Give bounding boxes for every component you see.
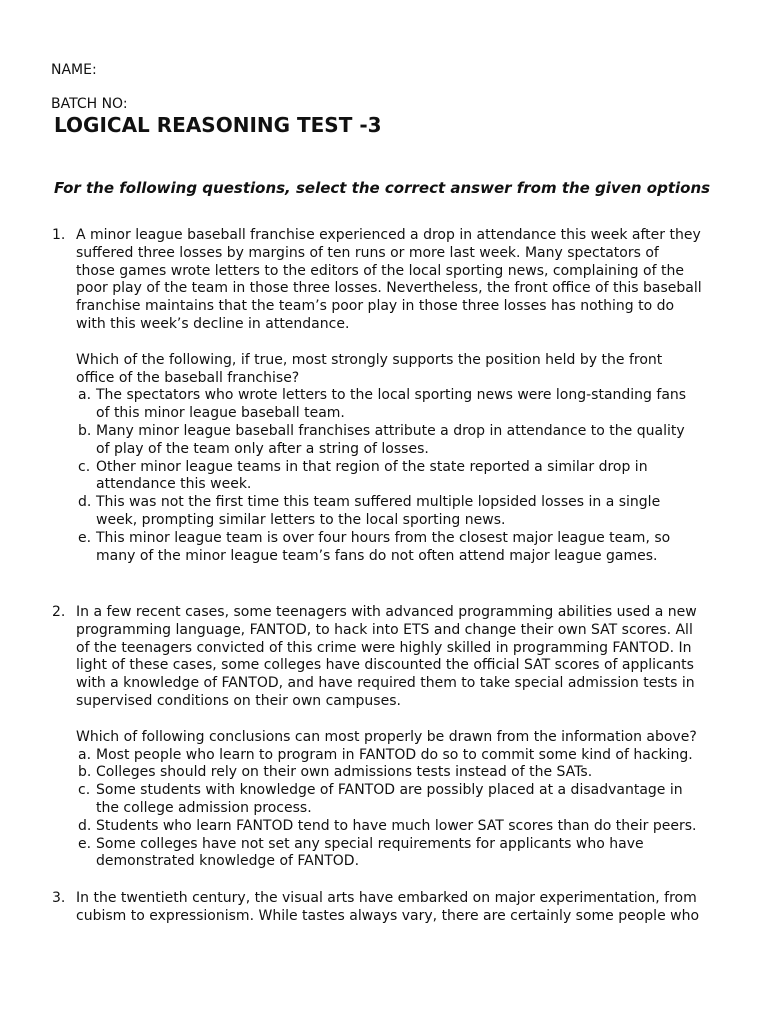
- option-letter: d.: [78, 494, 92, 511]
- question-1: [52, 227, 702, 565]
- option-letter: b.: [78, 764, 92, 781]
- question-passage: In a few recent cases, some teenagers with advanced programming abilities used a new programming language, FANTOD, to hack into ETS and change their own SAT scores. All of the teenagers convicted of this crime were highly skilled in programming FANTOD. In light of these cases, some colleges have discounted the official SAT scores of applicants with a knowledge of FANTOD, and have required them to take special admission tests in supervised conditions on their own campuses.: [76, 604, 697, 709]
- batch-number-label: BATCH NO:: [51, 96, 128, 112]
- option-text: This minor league team is over four hours from the closest major league team, so many of the minor league team’s fans do not often attend major league games.: [96, 529, 671, 564]
- answer-options: [76, 747, 702, 872]
- answer-option: [76, 818, 702, 836]
- question-passage: In the twentieth century, the visual arts have embarked on major experimentation, from cubism to expressionism. While tastes always vary, there are certainly some people who: [76, 890, 700, 924]
- option-letter: b.: [78, 422, 92, 439]
- question-body: [76, 227, 702, 565]
- option-text: Some students with knowledge of FANTOD are possibly placed at a disadvantage in the college admission process.: [96, 782, 683, 816]
- question-number: 1.: [52, 227, 66, 243]
- question-number: 2.: [52, 604, 66, 620]
- answer-options: [76, 387, 702, 565]
- question-prompt: Which of following conclusions can most properly be drawn from the information above?: [76, 728, 697, 745]
- question-passage: A minor league baseball franchise experienced a drop in attendance this week after they suffered three losses by margins of ten runs or more last week. Many spectators of those games wrote letters to the editors of the local sporting news, complaining of the poor play of the team in those three losses. Nevertheless, the front office of this baseball franchise maintains that the team’s poor play in those three losses has nothing to do with this week’s decline in attendance.: [76, 227, 702, 332]
- answer-option: [76, 836, 702, 872]
- option-letter: e.: [78, 835, 92, 852]
- instructions: For the following questions, select the correct answer from the given options: [54, 179, 711, 197]
- answer-option: [76, 387, 702, 423]
- option-text: Other minor league teams in that region of the state reported a similar drop in attendance this week.: [96, 458, 648, 493]
- option-text: Many minor league baseball franchises attribute a drop in attendance to the quality of play of the team only after a string of losses.: [96, 422, 685, 457]
- question-body: [76, 604, 702, 871]
- answer-option: [76, 764, 702, 782]
- question-prompt: Which of the following, if true, most strongly supports the position held by the front office of the baseball franchise?: [76, 351, 663, 386]
- answer-option: [76, 530, 702, 566]
- question-body: [76, 890, 702, 926]
- question-number: 3.: [52, 890, 66, 906]
- option-text: The spectators who wrote letters to the local sporting news were long-standing fans of this minor league baseball team.: [96, 387, 687, 422]
- option-text: Most people who learn to program in FANTOD do so to commit some kind of hacking.: [96, 746, 693, 763]
- question-2: [52, 604, 702, 871]
- answer-option: [76, 782, 702, 818]
- answer-option: [76, 459, 702, 495]
- answer-option: [76, 494, 702, 530]
- option-letter: a.: [78, 387, 92, 404]
- option-text: Colleges should rely on their own admissions tests instead of the SATs.: [96, 764, 593, 781]
- option-letter: c.: [78, 458, 91, 475]
- question-3: [52, 890, 702, 926]
- option-letter: a.: [78, 746, 92, 763]
- option-letter: e.: [78, 529, 92, 546]
- test-title: LOGICAL REASONING TEST -3: [54, 113, 382, 137]
- option-text: Students who learn FANTOD tend to have much lower SAT scores than do their peers.: [96, 817, 697, 834]
- option-text: Some colleges have not set any special requirements for applicants who have demonstrated knowledge of FANTOD.: [96, 835, 644, 870]
- answer-option: [76, 423, 702, 459]
- name-label: NAME:: [51, 62, 97, 78]
- option-text: This was not the first time this team suffered multiple lopsided losses in a single week, prompting similar letters to the local sporting news.: [96, 494, 661, 528]
- option-letter: c.: [78, 782, 91, 799]
- answer-option: [76, 747, 702, 765]
- option-letter: d.: [78, 817, 92, 834]
